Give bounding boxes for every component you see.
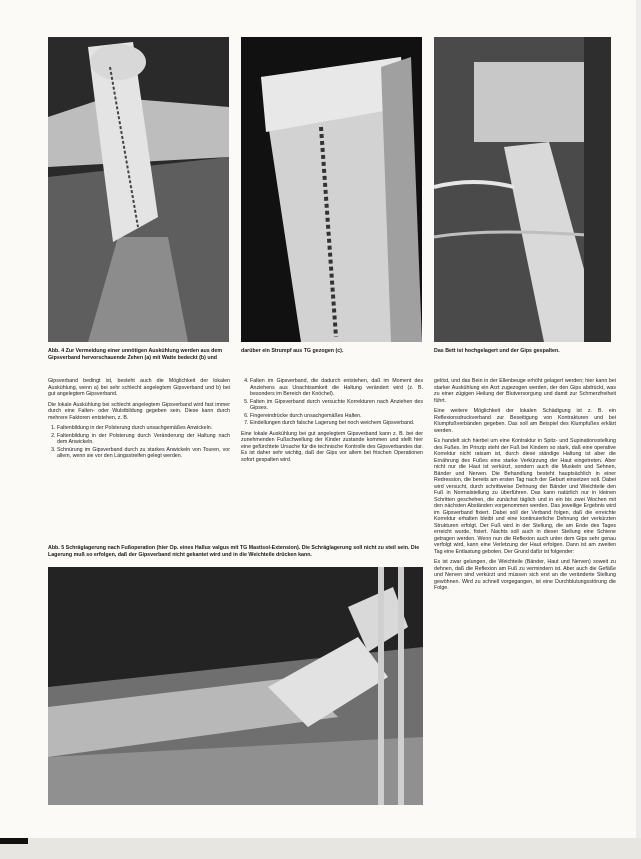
list-item: 4. Falten im Gipsverband, die dadurch entstehen, daß im Moment des Anziehens aus Unachtsamkeit die Haltung verändert wird (z. B. besonders im Bereich der Knöchel). — [250, 378, 423, 398]
list-item: 1. Faltenbildung in der Polsterung durch unsachgemäßes Anwickeln. — [57, 425, 230, 432]
text-column-3 — [434, 378, 616, 828]
scan-bottom-margin — [0, 838, 641, 859]
list-item: 2. Faltenbildung in der Polsterung durch Veränderung der Haltung nach dem Anwickeln. — [57, 433, 230, 446]
photo-cast-split — [241, 37, 422, 342]
photo-oblique-positioning — [48, 567, 423, 805]
list-item: 7. Eindellungen durch falsche Lagerung bei noch weichem Gipsverband. — [250, 420, 423, 427]
paragraph: Es handelt sich hierbei um eine Kontraktur in Spitz- und Supinationsstellung des Fußes. Im Prinzip steht der Fuß bei Kindern so stark, daß eine operative Korrektur nicht ratsam ist, durch diese ständige Haltung ist aber die Ernährung des Fußes eine starke Verkürzung der Haut eingetreten. Aber nicht nur die Haut ist verkürzt, sondern auch die Muskeln und Sehnen, Bänder und Nerven. Die Behandlung besteht hauptsächlich in einer Redression, die bereits am ersten Tag nach der Geburt einsetzen soll. Dabei wird versucht, durch schrittweise Dehnung der Bänder und Weichteile den Fuß in Normalstellung zu überführen. Das kann natürlich nur in kleinen Schritten geschehen, die zunächst täglich und in ein bis zwei Wochen mit den nächsten Abständen vorgenommen werden. Das jeweilige Ergebnis wird im Gipsverband fixiert. Dabei soll der Verband folgen, daß die erreichte Korrektur erhalten bleibt und eine kontinuierliche Dehnung der verkürzten Strukturen erfolgt. Der Fuß wird in der Stellung, die am Ende des Tages erreicht wurde, fixiert. Nachts soll auch in dieser Stellung eine Schiene getragen werden. Wenn nun die Reflexion auch unter dem Gips sehr genau verfolgt wird, kann eine Verletzung der Haut erfolgen. Dann ist am zweiten Tag eine Entlastung geboten. Der Grund dafür ist folgender: — [434, 438, 616, 555]
caption-abb5: Abb. 5 Schräglagerung nach Fußoperation (hier Op. eines Hallux valgus mit TG Mastisol-Extension). Die Schräglagerung soll nicht zu steil sein. Die Lagerung muß so erfolgen, daß der Gipsverband nicht gekantet wird und in die Weichteile drücken kann. — [48, 545, 420, 558]
paragraph: Es ist zwar gelungen, die Weichteile (Bänder, Haut und Nerven) soweit zu dehnen, daß die Reflexion am Fuß zu vermindern ist. Aber auch die Gefäße und Nerven sind verkürzt und müssen sich erst an die veränderte Stellung gewöhnen. Wird zu schnell vorgegangen, ist eine Durchblutungsstörung die Folge. — [434, 559, 616, 591]
paragraph: Eine weitere Möglichkeit der lokalen Schädigung ist z. B. ein Reflexionsdruckverband zur Beseitigung von Kontrakturen und bei Klumpfußverbänden gegeben. Das soll am Beispiel des Klumpfußes erklärt werden. — [434, 408, 616, 434]
photo-leg-cast-toes — [48, 37, 229, 342]
list-item: 3. Schnürung im Gipsverband durch zu starkes Anwickeln von Touren, vor allem, wenn sie vor den Längsstreifen gelegt werden. — [57, 447, 230, 460]
paragraph: Eine lokale Auskühlung bei gut angelegtem Gipsverband kann z. B. bei der zunehmenden Fußschwellung der Kinder zustande kommen und stellt hier eine gefürchtete Ursache für die technische Kontrolle des Gipsverbandes dar. Es ist daher sehr wichtig, daß der Gips vor allem bei frischen Operationen sofort gespalten wird. — [241, 430, 423, 463]
paragraph: gelöst, und das Bein in der Ellenbeuge erhöht gelagert werden; hier kann bei starker Auskühlung ein Arzt zugezogen werden, der den Gips abdrückt, was zu einer zügigen Heilung der Blutversorgung und damit zur Schmerzfreiheit führt. — [434, 378, 616, 404]
page-edge — [636, 0, 641, 859]
text-column-1 — [48, 378, 230, 464]
text-column-2 — [241, 378, 423, 479]
paragraph: Gipsverband bedingt ist, besteht auch die Möglichkeit der lokalen Auskühlung, wenn a) bei sehr schlecht angelegtem Gipsverband und b) bei gut angelegtem Gipsverband. — [48, 378, 230, 397]
list-item: 6. Fingereindrücke durch unsachgemäßes Halten. — [250, 413, 423, 420]
photo-elevated-bed — [434, 37, 611, 342]
scan-mark — [0, 838, 28, 844]
paragraph: Die lokale Auskühlung bei schlecht angelegtem Gipsverband wird fast immer durch eine Falten- oder Wulstbildung gegeben sein. Diese kann durch mehrere Faktoren entstehen, z. B. — [48, 401, 230, 421]
caption-bed: Das Bett ist hochgelagert und der Gips gespalten. — [434, 348, 560, 354]
caption-abb4: Abb. 4 Zur Vermeidung einer unnötigen Auskühlung werden aus dem Gipsverband hervorschauende Zehen (a) mit Watte bedeckt (b) und darüber ein Strumpf aus TG gezogen (c). — [48, 348, 344, 361]
list-item: 5. Falten im Gipsverband durch versuchte Korrekturen nach Anziehen des Gipses. — [250, 399, 423, 412]
